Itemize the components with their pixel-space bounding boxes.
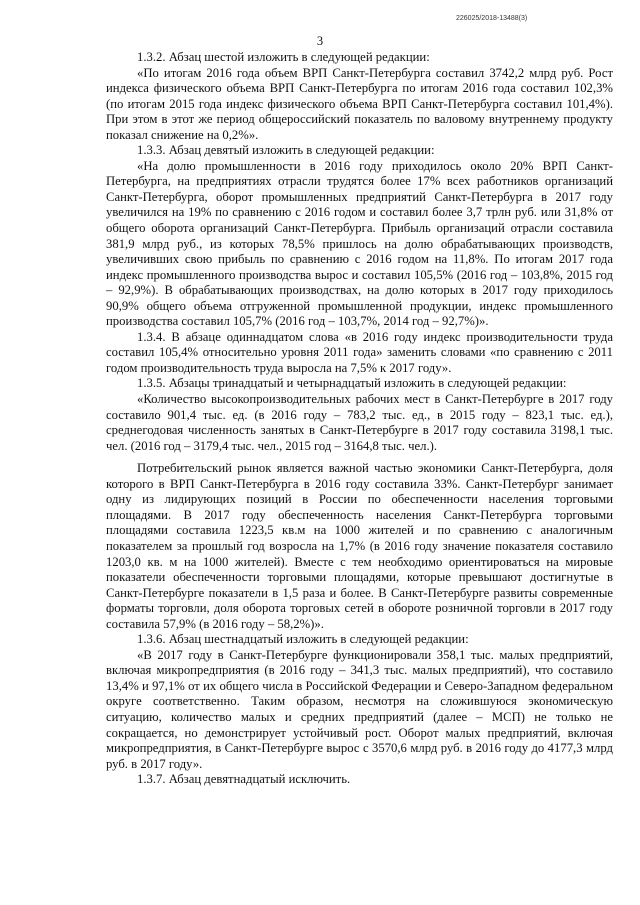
paragraph-1-3-3-text: «На долю промышленности в 2016 году приходилось около 20% ВРП Санкт-Петербурга, на предприятиях отрасли трудятся более 17% всех работников организаций Санкт-Петербурга, оборот промышленных предприятий Санкт-Петербурга в 2017 году увеличился на 19% по сравнению с 2016 годом и составил более 3,7 трлн руб. или 31,8% от общего оборота организаций Санкт-Петербурга. Прибыль организаций отрасли составила 381,9 млрд руб., из которых 78,5% пришлось на долю обрабатывающих производств, увеличивших свою прибыль по сравнению с 2016 годом на 11,8%. По итогам 2017 года индекс промышленного производства вырос и составил 105,5% (2016 год – 103,8%, 2015 год – 92,9%). В обрабатывающих производствах, на долю которых в 2017 году приходилось 90,9% общего объема отгруженной промышленной продукции, индекс промышленного производства составил 105,7% (2016 год – 103,7%, 2014 год – 92,7%)». (106, 158, 613, 329)
paragraph-1-3-6-heading: 1.3.6. Абзац шестнадцатый изложить в следующей редакции: (137, 632, 469, 647)
paragraph-1-3-5-heading: 1.3.5. Абзацы тринадцатый и четырнадцатый изложить в следующей редакции: (137, 376, 567, 391)
paragraph-1-3-2-heading: 1.3.2. Абзац шестой изложить в следующей редакции: (137, 50, 430, 64)
paragraph-1-3-6-text: «В 2017 году в Санкт-Петербурге функционировали 358,1 тыс. малых предприятий, включая микропредприятия (в 2016 году – 341,3 тыс. малых предприятий), что составило 13,4% и 97,1% от их общего числа в Российской Федерации и Северо-Западном федеральном округе соответственно. Таким образом, несмотря на сложившуюся экономическую ситуацию, количество малых и средних предприятий (далее – МСП) не только не сокращается, но демонстрирует устойчивый рост. Оборот малых предприятий, включая микропредприятия, в Санкт-Петербурге вырос с 3570,6 млрд руб. в 2016 году до 4177,3 млрд руб. в 2017 году». (106, 647, 613, 771)
paragraph-1-3-4: 1.3.4. В абзаце одиннадцатом слова «в 2016 году индекс производительности труда составил 105,4% относительно уровня 2011 года» заменить словами «по сравнению с 2011 годом производительность труда выросла на 7,5% к 2017 году». (106, 329, 613, 375)
document-code: 226025/2018-13488(3) (456, 15, 528, 22)
document-body (106, 50, 613, 788)
paragraph-1-3-2-text: «По итогам 2016 года объем ВРП Санкт-Петербурга составил 3742,2 млрд руб. Рост индекса физического объема ВРП Санкт-Петербурга по итогам 2016 года составил 102,3% (по итогам 2015 года индекс физического объема ВРП Санкт-Петербурга составил 101,4%). При этом в этот же период общероссийский показатель по валовому внутреннему продукту показал снижение на 0,2%». (106, 65, 613, 142)
paragraph-1-3-5-text-b: Потребительский рынок является важной частью экономики Санкт-Петербурга, доля которого в ВРП Санкт-Петербурга в 2016 году составила 33%. Санкт-Петербург занимает одну из лидирующих позиций в России по обеспеченности населения торговыми площадями. В 2017 году обеспеченность населения Санкт-Петербурга торговыми площадями составила 1223,5 кв.м на 1000 жителей и по сравнению с аналогичным показателем за прошлый год возросла на 1,7% (в 2016 году значение показателя составило 1203,0 кв. м на 1000 жителей). Вместе с тем необходимо ориентироваться на мировые показатели обеспеченности торговыми площадями, которые превышают достигнутые в Санкт-Петербурге показатели в 1,5 раза и более. В Санкт-Петербурге развиты современные форматы торговли, доля оборота торговых сетей в обороте розничной торговли в 2017 году составила 57,9% (в 2016 году – 58,2%)». (106, 461, 613, 631)
page-number: 3 (316, 34, 324, 48)
paragraph-1-3-5-text-a: «Количество высокопроизводительных рабочих мест в Санкт-Петербурге в 2017 году составило 901,4 тыс. ед. (в 2016 году – 783,2 тыс. ед., в 2015 году – 823,1 тыс. ед.), среднегодовая численность занятых в Санкт-Петербурге в 2017 году составила 3198,1 тыс. чел. (2016 год – 3179,4 тыс. чел., 2015 год – 3164,8 тыс. чел.). (106, 392, 613, 453)
paragraph-1-3-7: 1.3.7. Абзац девятнадцатый исключить. (137, 772, 351, 787)
paragraph-1-3-3-heading: 1.3.3. Абзац девятый изложить в следующей редакции: (137, 143, 435, 158)
